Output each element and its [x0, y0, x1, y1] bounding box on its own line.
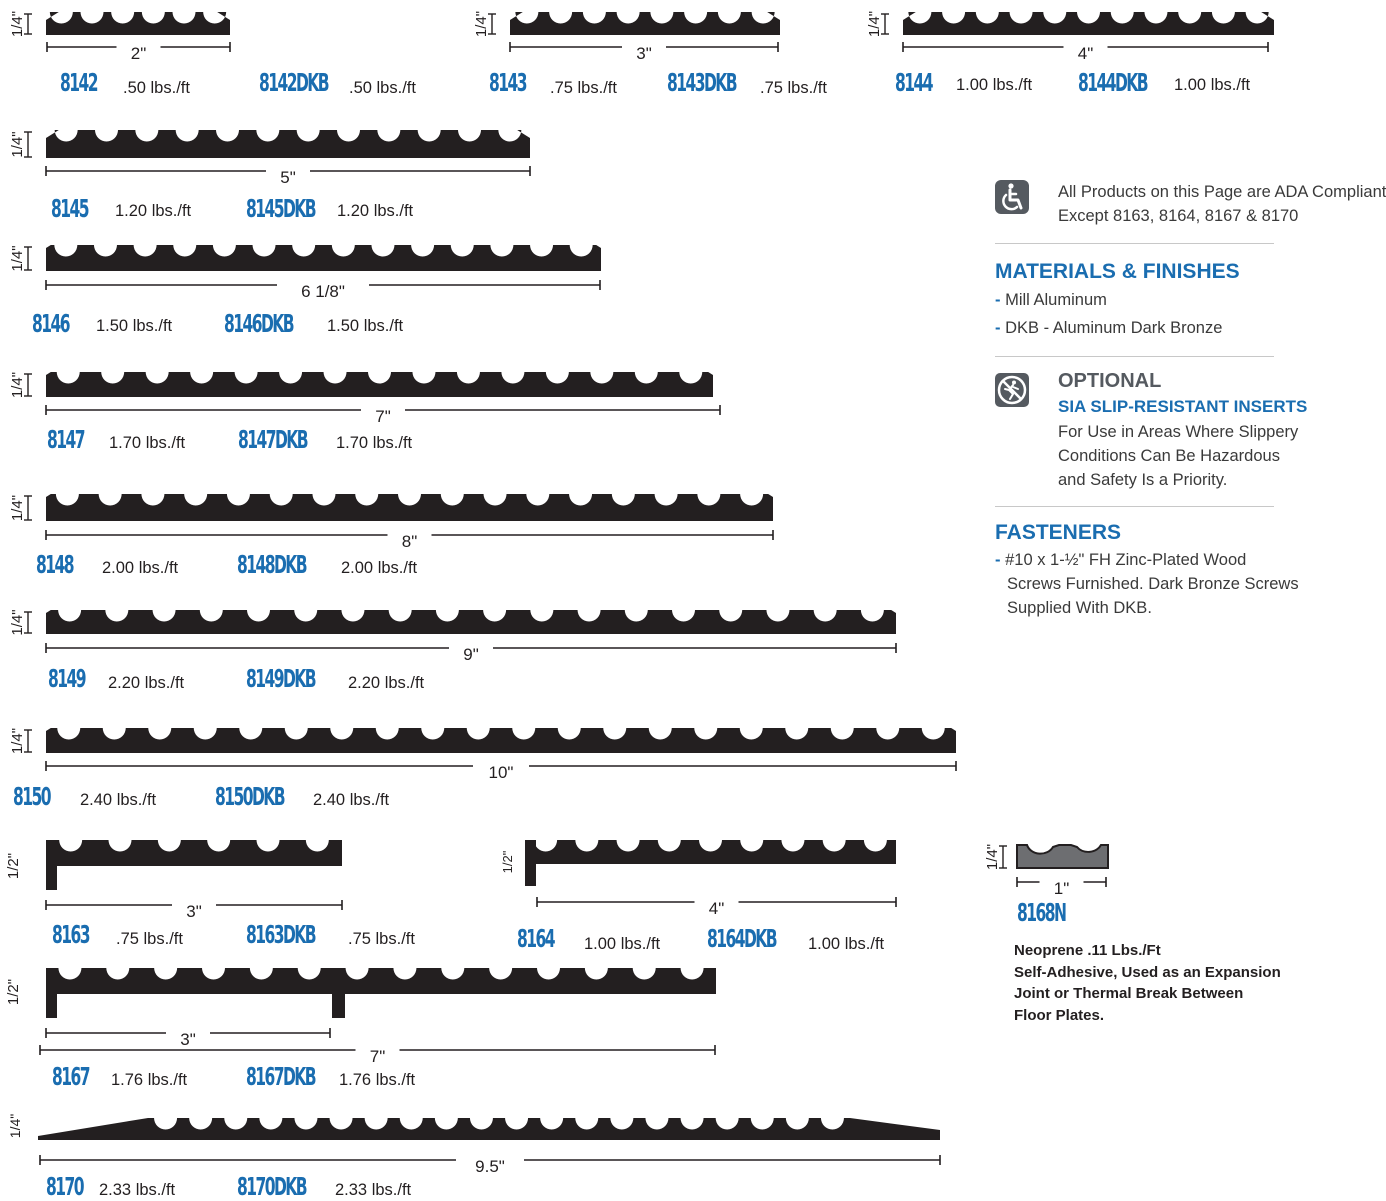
profile-8149-height-label: 1/4"	[9, 609, 26, 636]
profile-8142-shape	[46, 12, 230, 35]
part-number-dkb: 8148DKB	[237, 550, 306, 579]
profile-8143-width-label: 3"	[636, 44, 652, 63]
optional-subtitle: SIA SLIP-RESISTANT INSERTS	[1058, 397, 1308, 416]
neoprene-description	[1014, 940, 1281, 1030]
profile-8148-shape	[46, 494, 773, 521]
profile-8143-shape	[510, 12, 780, 35]
profile-8145-shape	[46, 130, 530, 158]
materials-section	[995, 258, 1274, 348]
profile-8149-width-label: 9"	[463, 645, 479, 664]
part-number-dkb: 8142DKB	[259, 68, 328, 97]
profile-8147-height-label: 1/4"	[9, 371, 26, 399]
materials-heading: MATERIALS & FINISHES	[995, 260, 1240, 283]
part-weight-dkb: 2.40 lbs./ft	[313, 791, 390, 809]
ada-line-1: All Products on this Page are ADA Compliant	[1058, 183, 1386, 201]
neoprene-8168n-height-label: 1/4"	[984, 843, 1001, 871]
part-weight-dkb: 1.00 lbs./ft	[808, 935, 885, 953]
profile-8144-shape	[903, 12, 1274, 35]
optional-title: OPTIONAL	[1058, 370, 1162, 392]
profile-8146-height-label: 1/4"	[9, 245, 26, 272]
part-weight-dkb: 2.20 lbs./ft	[348, 674, 425, 692]
profile-8148-width-label: 8"	[401, 532, 418, 551]
part-weight: 2.33 lbs./ft	[99, 1181, 176, 1199]
profile-8164-width-label: 4"	[708, 899, 725, 918]
part-number: 8163	[52, 920, 89, 949]
neoprene-line: Joint or Thermal Break Between	[1014, 985, 1244, 1002]
part-weight: 2.40 lbs./ft	[80, 791, 157, 809]
profile-8170-width-label: 9.5"	[475, 1157, 505, 1176]
part-number: 8148	[36, 550, 73, 579]
part-number: 8167	[52, 1062, 89, 1091]
part-number-dkb: 8143DKB	[667, 68, 736, 97]
part-number-dkb: 8164DKB	[707, 924, 776, 953]
neoprene-8168n-shape	[1017, 845, 1108, 868]
part-number: 8147	[47, 425, 84, 454]
profile-8148-height-label: 1/4"	[9, 494, 26, 522]
profile-8145-height-label: 1/4"	[9, 131, 26, 158]
profile-8167-width-2-label: 7"	[369, 1047, 386, 1066]
profile-8167-shape	[46, 968, 716, 994]
part-number: 8164	[517, 924, 554, 953]
fasteners-section	[995, 518, 1299, 648]
divider	[995, 356, 1274, 357]
ada-note	[1058, 180, 1386, 230]
profile-8146-width-label: 6 1/8"	[301, 282, 345, 301]
profile-8144-width-label: 4"	[1077, 44, 1094, 63]
profile-8146-shape	[46, 245, 601, 271]
part-weight: 1.70 lbs./ft	[109, 434, 186, 452]
profile-8147-width-label: 7"	[375, 407, 391, 426]
part-weight: 1.00 lbs./ft	[584, 935, 661, 953]
part-number: 8143	[489, 68, 526, 97]
part-number: 8149	[48, 664, 85, 693]
part-weight-dkb: .50 lbs./ft	[349, 79, 416, 97]
part-weight: 1.76 lbs./ft	[111, 1071, 188, 1089]
profile-8163-width-label: 3"	[186, 902, 202, 921]
profile-8142-width-label: 2"	[130, 44, 147, 63]
part-weight-dkb: .75 lbs./ft	[760, 79, 827, 97]
part-weight-dkb: 2.33 lbs./ft	[335, 1181, 412, 1199]
profile-8170-height-label: 1/4"	[7, 1113, 23, 1139]
part-number-dkb: 8147DKB	[238, 425, 307, 454]
divider	[995, 506, 1274, 507]
profile-8147-shape	[46, 372, 713, 397]
profile-8150-shape	[46, 728, 956, 753]
part-number-dkb: 8167DKB	[246, 1062, 315, 1091]
profile-8164-leg	[525, 840, 536, 886]
part-weight: .75 lbs./ft	[550, 79, 617, 97]
profile-8167-height-label: 1/2"	[5, 978, 22, 1006]
optional-section	[1058, 368, 1308, 496]
part-weight-dkb: 2.00 lbs./ft	[341, 559, 418, 577]
no-slip-icon	[995, 373, 1029, 407]
part-number-dkb: 8163DKB	[246, 920, 315, 949]
neoprene-8168n-width-label: 1"	[1053, 879, 1070, 898]
part-number-dkb: 8146DKB	[224, 309, 293, 338]
fasteners-heading: FASTENERS	[995, 521, 1122, 544]
part-number-dkb: 8149DKB	[246, 664, 315, 693]
part-number: 8170	[46, 1172, 83, 1201]
part-weight-dkb: 1.00 lbs./ft	[1174, 76, 1251, 94]
neoprene-line: Neoprene .11 Lbs./Ft	[1014, 942, 1161, 959]
profile-8145-width-label: 5"	[280, 168, 296, 187]
part-weight-dkb: 1.76 lbs./ft	[339, 1071, 416, 1089]
profile-8163-leg	[46, 840, 57, 890]
part-weight-dkb: 1.70 lbs./ft	[336, 434, 413, 452]
optional-line: For Use in Areas Where Slippery	[1058, 423, 1299, 441]
part-weight: 1.50 lbs./ft	[96, 317, 173, 335]
profile-8149-shape	[46, 610, 896, 634]
profile-8167-leg	[46, 968, 57, 1018]
wheelchair-icon	[995, 180, 1029, 214]
fasteners-line: Supplied With DKB.	[1007, 599, 1152, 617]
profile-8163-height-label: 1/2"	[5, 852, 22, 880]
part-number: 8146	[32, 309, 69, 338]
part-weight-dkb: 1.50 lbs./ft	[327, 317, 404, 335]
profile-8164-shape	[525, 840, 896, 864]
profile-8167-width-label: 3"	[180, 1030, 196, 1049]
ada-line-2: Except 8163, 8164, 8167 & 8170	[1058, 207, 1299, 225]
part-weight: 1.20 lbs./ft	[115, 202, 192, 220]
divider	[995, 243, 1274, 244]
profile-8163-shape	[46, 840, 342, 866]
profile-8164-height-label: 1/2"	[500, 850, 515, 874]
part-weight: 2.20 lbs./ft	[108, 674, 185, 692]
profile-8170-shape	[38, 1118, 940, 1140]
part-number: 8142	[60, 68, 97, 97]
fasteners-line: - #10 x 1-½" FH Zinc-Plated Wood	[995, 551, 1247, 569]
profile-8144-height-label: 1/4"	[866, 10, 883, 38]
materials-item: - Mill Aluminum	[995, 291, 1107, 309]
optional-line: Conditions Can Be Hazardous	[1058, 447, 1280, 465]
profile-8142-height-label: 1/4"	[9, 10, 26, 38]
part-number-dkb: 8170DKB	[237, 1172, 306, 1201]
materials-item: - DKB - Aluminum Dark Bronze	[995, 319, 1223, 337]
fasteners-line: Screws Furnished. Dark Bronze Screws	[1007, 575, 1299, 593]
part-number-dkb: 8144DKB	[1078, 68, 1147, 97]
part-weight: 1.00 lbs./ft	[956, 76, 1033, 94]
part-weight-dkb: 1.20 lbs./ft	[337, 202, 414, 220]
part-number: 8150	[13, 782, 50, 811]
profile-8150-width-label: 10"	[488, 763, 514, 782]
part-number-dkb: 8150DKB	[215, 782, 284, 811]
profile-8150-height-label: 1/4"	[9, 727, 26, 755]
optional-line: and Safety Is a Priority.	[1058, 471, 1228, 489]
part-number-dkb: 8145DKB	[246, 194, 315, 223]
neoprene-part-number: 8168N	[1017, 898, 1066, 927]
part-weight: 2.00 lbs./ft	[102, 559, 179, 577]
part-number: 8145	[51, 194, 88, 223]
part-weight: .75 lbs./ft	[116, 930, 183, 948]
part-weight-dkb: .75 lbs./ft	[348, 930, 415, 948]
neoprene-line: Self-Adhesive, Used as an Expansion	[1014, 963, 1281, 981]
part-number: 8144	[895, 68, 932, 97]
neoprene-line: Floor Plates.	[1014, 1006, 1105, 1024]
profile-8167-leg	[332, 968, 345, 1018]
profile-8143-height-label: 1/4"	[473, 10, 490, 38]
part-weight: .50 lbs./ft	[123, 79, 190, 97]
